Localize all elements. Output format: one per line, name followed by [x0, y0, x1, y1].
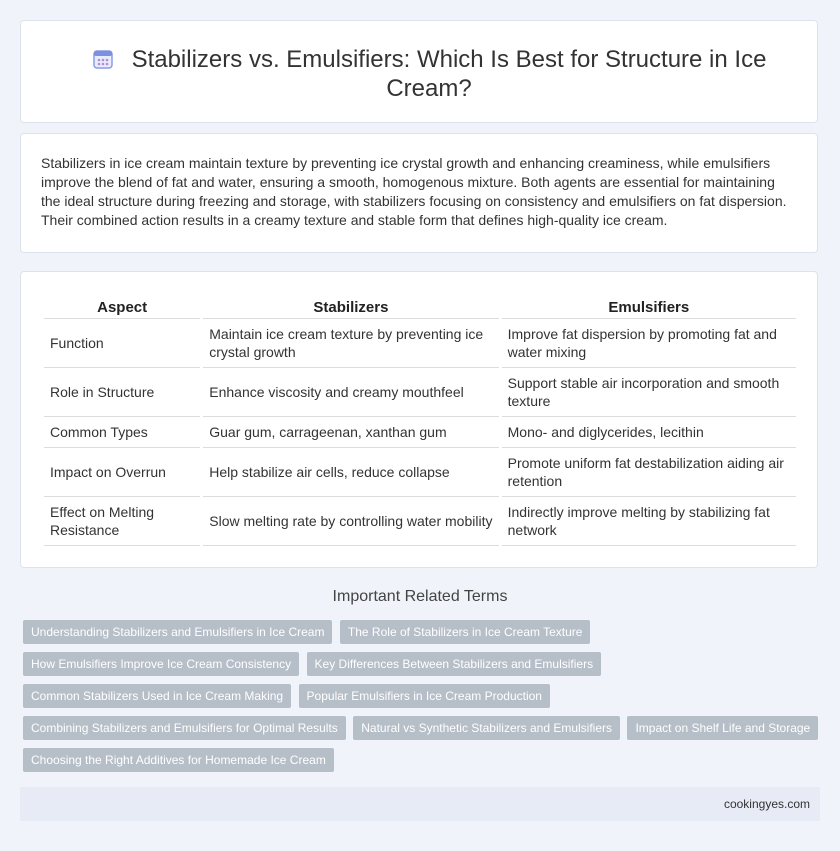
related-term-tag[interactable]: Impact on Shelf Life and Storage — [627, 716, 818, 740]
table-cell: Guar gum, carrageenan, xanthan gum — [203, 417, 498, 448]
related-term-tag[interactable]: Key Differences Between Stabilizers and Emulsifiers — [307, 652, 602, 676]
comparison-table — [41, 296, 799, 546]
table-row — [44, 497, 796, 546]
table-cell: Help stabilize air cells, reduce collapse — [203, 448, 498, 497]
related-term-tag[interactable]: Common Stabilizers Used in Ice Cream Making — [23, 684, 291, 708]
table-row — [44, 448, 796, 497]
column-header-emulsifiers: Emulsifiers — [502, 296, 796, 319]
table-row — [44, 417, 796, 448]
column-header-aspect: Aspect — [44, 296, 200, 319]
table-cell: Slow melting rate by controlling water mobility — [203, 497, 498, 546]
related-term-tag[interactable]: How Emulsifiers Improve Ice Cream Consistency — [23, 652, 299, 676]
footer — [20, 787, 820, 821]
related-term-tag[interactable]: Choosing the Right Additives for Homemade Ice Cream — [23, 748, 334, 772]
related-term-tag[interactable]: Understanding Stabilizers and Emulsifiers in Ice Cream — [23, 620, 332, 644]
related-terms-heading: Important Related Terms — [332, 588, 508, 605]
comparison-card — [20, 271, 818, 568]
table-cell: Common Types — [44, 417, 200, 448]
page-title: Stabilizers vs. Emulsifiers: Which Is Best for Structure in Ice Cream? — [131, 46, 767, 102]
table-cell: Effect on Melting Resistance — [44, 497, 200, 546]
calendar-icon — [92, 48, 114, 70]
page-title-wrap — [81, 45, 777, 103]
table-cell: Impact on Overrun — [44, 448, 200, 497]
table-cell: Promote uniform fat destabilization aiding air retention — [502, 448, 796, 497]
table-cell: Indirectly improve melting by stabilizing fat network — [502, 497, 796, 546]
intro-paragraph: Stabilizers in ice cream maintain texture by preventing ice crystal growth and enhancing creaminess, while emulsifiers improve the blend of fat and water, ensuring a smooth, homogenous mixture. Both agents are essential for maintaining the ideal structure during freezing and storage, with stabilizers focusing on consistency and emulsifiers on fat dispersion. Their combined action results in a creamy texture and stable form that defines high-quality ice cream. — [41, 155, 787, 228]
title-card — [20, 20, 818, 123]
table-cell: Support stable air incorporation and smooth texture — [502, 368, 796, 417]
table-cell: Mono- and diglycerides, lecithin — [502, 417, 796, 448]
table-cell: Enhance viscosity and creamy mouthfeel — [203, 368, 498, 417]
related-term-tag[interactable]: Natural vs Synthetic Stabilizers and Emulsifiers — [353, 716, 620, 740]
intro-card — [20, 133, 818, 253]
related-term-tag[interactable]: Combining Stabilizers and Emulsifiers for Optimal Results — [23, 716, 346, 740]
related-terms-list — [23, 620, 823, 780]
table-row — [44, 368, 796, 417]
related-term-tag[interactable]: The Role of Stabilizers in Ice Cream Texture — [340, 620, 591, 644]
table-cell: Maintain ice cream texture by preventing ice crystal growth — [203, 319, 498, 368]
column-header-stabilizers: Stabilizers — [203, 296, 498, 319]
table-header-row — [44, 296, 796, 319]
footer-site-link[interactable]: cookingyes.com — [723, 797, 810, 811]
table-cell: Improve fat dispersion by promoting fat and water mixing — [502, 319, 796, 368]
table-cell: Role in Structure — [44, 368, 200, 417]
table-cell: Function — [44, 319, 200, 368]
related-term-tag[interactable]: Popular Emulsifiers in Ice Cream Production — [299, 684, 550, 708]
table-row — [44, 319, 796, 368]
